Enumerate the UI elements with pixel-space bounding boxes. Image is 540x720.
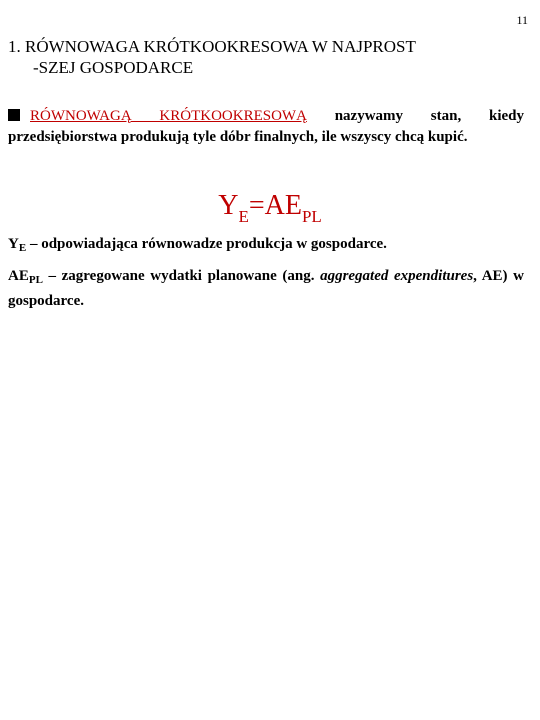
formula-equals-ae: =AE bbox=[248, 190, 302, 221]
definition-paragraph bbox=[8, 106, 524, 148]
formula-y: Y bbox=[218, 190, 239, 221]
heading-line-1: 1. RÓWNOWAGA KRÓTKOOKRESOWA W NAJPROST bbox=[8, 37, 416, 56]
section-heading bbox=[8, 36, 532, 78]
ye-symbol-subscript: E bbox=[18, 242, 27, 254]
ae-english-term: aggregated expenditures bbox=[320, 268, 474, 284]
ae-definition-text-before: – zagregowane wydatki planowane (ang. bbox=[42, 268, 321, 284]
page-number: 11 bbox=[516, 13, 528, 27]
formula-y-subscript: E bbox=[238, 207, 249, 226]
ye-symbol: Y bbox=[8, 236, 19, 252]
ae-definition-text-after: , AE) w gospodarce. bbox=[8, 268, 524, 309]
ye-definition bbox=[8, 234, 524, 259]
definition-text: nazywamy stan, kiedy przedsiębiorstwa produkują tyle dóbr finalnych, ile wszyscy chcą kupić. bbox=[8, 108, 524, 145]
defined-term: RÓWNOWAGĄ KRÓTKOOKRESOWĄ bbox=[30, 108, 307, 124]
formula-ae-subscript: PL bbox=[301, 207, 322, 226]
square-bullet-icon bbox=[8, 109, 20, 121]
ae-symbol: AE bbox=[8, 268, 29, 284]
ye-definition-text: – odpowiadająca równowadze produkcja w gospodarce. bbox=[26, 236, 387, 252]
equilibrium-formula bbox=[0, 188, 540, 235]
heading-line-2: -SZEJ GOSPODARCE bbox=[33, 58, 194, 77]
ae-definition bbox=[8, 266, 524, 312]
ae-symbol-subscript: PL bbox=[28, 274, 43, 286]
